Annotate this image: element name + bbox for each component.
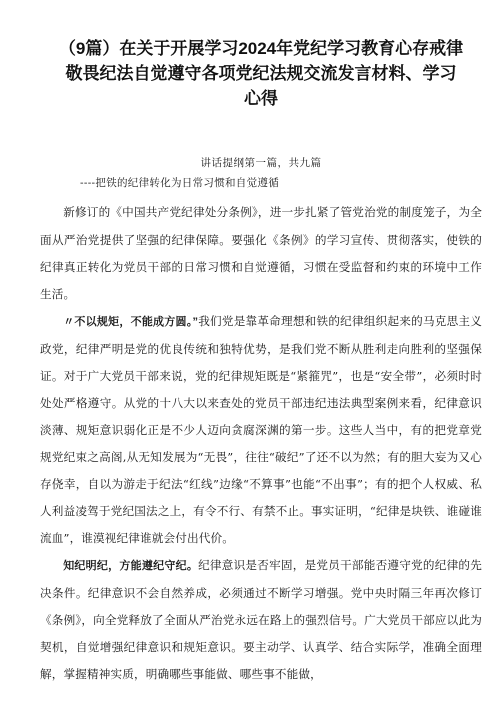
- paragraph-text: 我们党是靠革命理想和铁的纪律组织起来的马克思主义政党，纪律严明是党的优良传统和独特优势，是我们党不断从胜利走向胜利的坚强保证。对于广大党员干部来说，党的纪律规矩既是“紧箍咒”，也是“安全带”，必须时时处处严格遵守。从党的十八大以来查处的党员干部违纪违法典型案例来看，纪律意识淡薄、规矩意识弱化正是不少人迈向贪腐深渊的第一步。这些人当中，有的把党章党规党纪束之高阁,从无知发展为“无畏”，往往“破纪”了还不以为然；有的胆大妄为又心存侥幸，自以为游走于纪法“红线”边缘“不算事”也能“不出事”；有的把个人权威、私人利益凌驾于党纪国法之上，有令不行、有禁不止。事实证明，“纪律是块铁、谁碰谁流血”，谁漠视纪律谁就会付出代价。: [40, 314, 482, 545]
- document-subtitle: 讲话提纲第一篇，共九篇: [200, 157, 322, 169]
- paragraph-text: 纪律意识是否牢固，是党员干部能否遵守党的纪律的先决条件。纪律意识不会自然养成，必须通过不断学习增强。党中央时隔三年再次修订《条例》，向全党释放了全面从严治党永远在路上的强烈信号。广大党员干部应以此为契机，自觉增强纪律意识和规矩意识。要主动学、认真学、结合实际学，准确全面理解，掌握精神实质，明确哪些事能做、哪些事不能做，: [40, 558, 482, 681]
- document-title: （9篇）在关于开展学习2024年党纪学习教育心存戒律敬畏纪法自觉遵守各项党纪法规交流发言材料、学习心得: [58, 39, 464, 108]
- paragraph-rules: [40, 308, 482, 552]
- paragraph-discipline: [40, 552, 482, 688]
- document-tagline: ----把铁的纪律转化为日常习惯和自觉遵循: [80, 177, 279, 189]
- paragraph-text: 新修订的《中国共产党纪律处分条例》，进一步扎紧了管党治党的制度笼子，为全面从严治党提供了坚强的纪律保障。要强化《条例》的学习宣传、贯彻落实，使铁的纪律真正转化为党员干部的日常习惯和自觉遵循，习惯在受监督和约束的环境中工作生活。: [40, 205, 482, 301]
- paragraph-lead: 知纪明纪，方能遵纪守纪。: [63, 560, 199, 572]
- paragraph-lead: 〃不以规矩，不能成方圆。”: [63, 316, 199, 328]
- paragraph-intro: [40, 199, 482, 308]
